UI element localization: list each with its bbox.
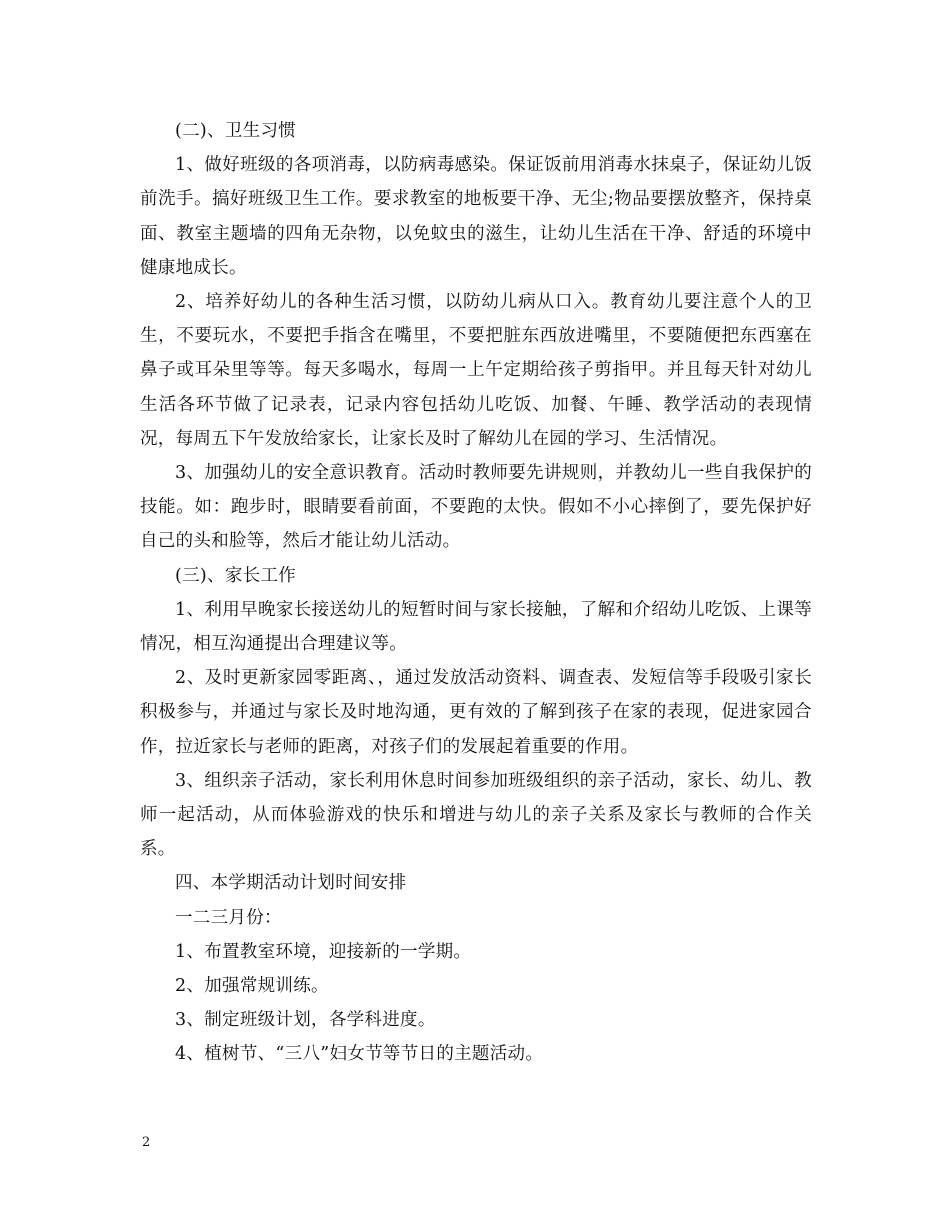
list-item: 3、制定班级计划，各学科进度。	[175, 1010, 436, 1031]
document-body	[140, 114, 812, 1072]
paragraph-living-habits: 2、培养好幼儿的各种生活习惯，以防幼儿病从口入。教育幼儿要注意个人的卫生，不要玩水，不要把手指含在嘴里，不要把脏东西放进嘴里，不要随便把东西塞在鼻子或耳朵里等等。每天多喝水，每周一上午定期给孩子剪指甲。并且每天针对幼儿生活各环节做了记录表，记录内容包括幼儿吃饭、加餐、午睡、教学活动的表现情况，每周五下午发放给家长，让家长及时了解幼儿在园的学习、生活情况。	[140, 292, 812, 449]
list-item: 4、植树节、“三八”妇女节等节日的主题活动。	[175, 1044, 544, 1065]
list-item: 1、布置教室环境，迎接新的一学期。	[175, 941, 472, 962]
paragraph-home-school: 2、及时更新家园零距离、，通过发放活动资料、调查表、发短信等手段吸引家长积极参与，并通过与家长及时地沟通，更有效的了解到孩子在家的表现，促进家园合作，拉近家长与老师的距离，对孩子们的发展起着重要的作用。	[140, 668, 812, 757]
page-number: 2	[142, 1135, 151, 1150]
section-heading-hygiene: (二)、卫生习惯	[175, 121, 297, 141]
paragraph-parent-contact: 1、利用早晚家长接送幼儿的短暂时间与家长接触，了解和介绍幼儿吃饭、上课等情况，相互沟通提出合理建议等。	[140, 599, 812, 655]
paragraph-parent-child-activity: 3、组织亲子活动，家长利用休息时间参加班级组织的亲子活动，家长、幼儿、教师一起活动，从而体验游戏的快乐和增进与幼儿的亲子关系及家长与教师的合作关系。	[140, 770, 812, 860]
list-item: 2、加强常规训练。	[175, 976, 329, 997]
section-heading-parents: (三)、家长工作	[175, 565, 297, 586]
paragraph-safety: 3、加强幼儿的安全意识教育。活动时教师要先讲规则，并教幼儿一些自我保护的技能。如：跑步时，眼睛要看前面，不要跑的太快。假如不小心摔倒了，要先保护好自己的头和脸等，然后才能让幼儿活动。	[140, 463, 812, 552]
schedule-months: 一二三月份：	[175, 907, 282, 928]
paragraph-disinfection: 1、做好班级的各项消毒，以防病毒感染。保证饭前用消毒水抹桌子，保证幼儿饭前洗手。搞好班级卫生工作。要求教室的地板要干净、无尘;物品要摆放整齐，保持桌面、教室主题墙的四角无杂物，以免蚊虫的滋生，让幼儿生活在干净、舒适的环境中健康地成长。	[140, 155, 812, 278]
section-heading-schedule: 四、本学期活动计划时间安排	[175, 873, 407, 894]
